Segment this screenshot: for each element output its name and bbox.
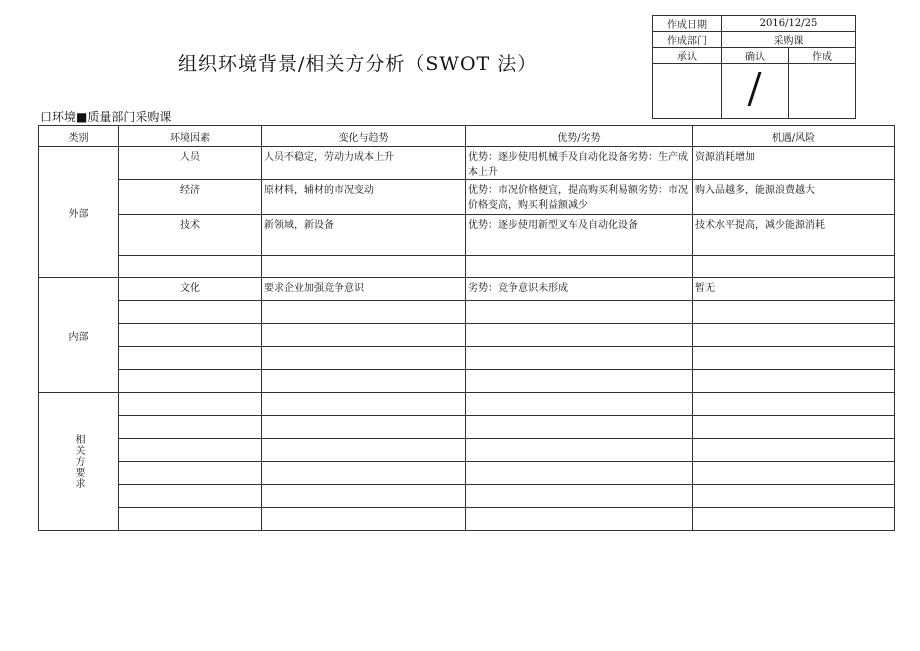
stakeholder-label: 相关方要求 [73, 434, 84, 489]
risk-cell: 技术水平提高，减少能源消耗 [693, 215, 895, 256]
table-row [39, 439, 895, 462]
swot-cell: 优势：市况价格便宜，提高购买利易额劣势：市况价格变高，购买利益额减少 [466, 180, 693, 215]
trend-cell: 原材料，辅材的市况变动 [262, 180, 466, 215]
dept-label: 作成部门 [653, 32, 722, 48]
risk-cell: 暂无 [693, 278, 895, 301]
header-swot: 优势/劣势 [466, 126, 693, 147]
table-row [39, 180, 895, 215]
scope-line: 口环境■质量部门采购课 [40, 110, 172, 124]
approve-label: 承认 [653, 48, 722, 64]
category-external: 外部 [39, 147, 119, 278]
swot-cell: 优势：逐步使用机械手及自动化设备劣势：生产成本上升 [466, 147, 693, 180]
table-row [39, 485, 895, 508]
approval-table [652, 15, 856, 119]
table-row [39, 324, 895, 347]
table-row [39, 256, 895, 278]
swot-table [38, 125, 895, 531]
factor-cell: 文化 [119, 278, 262, 301]
trend-cell: 要求企业加强竞争意识 [262, 278, 466, 301]
approve-signature [653, 64, 722, 119]
risk-cell: 资源消耗增加 [693, 147, 895, 180]
header-trend: 变化与趋势 [262, 126, 466, 147]
trend-cell: 人员不稳定，劳动力成本上升 [262, 147, 466, 180]
create-label: 作成 [789, 48, 856, 64]
create-signature [789, 64, 856, 119]
dept-value: 采购课 [722, 32, 856, 48]
table-row [39, 278, 895, 301]
table-row [39, 147, 895, 180]
table-row [39, 215, 895, 256]
table-row [39, 370, 895, 393]
table-row [39, 508, 895, 531]
header-category: 类别 [39, 126, 119, 147]
signature-stroke [747, 72, 761, 106]
table-row [39, 416, 895, 439]
category-stakeholder [39, 393, 119, 531]
confirm-label: 确认 [722, 48, 789, 64]
category-internal: 内部 [39, 278, 119, 393]
swot-cell: 优势：逐步使用新型叉车及自动化设备 [466, 215, 693, 256]
confirm-signature [722, 64, 789, 119]
header-risk: 机遇/风险 [693, 126, 895, 147]
date-label: 作成日期 [653, 16, 722, 32]
factor-cell: 经济 [119, 180, 262, 215]
header-factor: 环境因素 [119, 126, 262, 147]
date-value: 2016/12/25 [722, 16, 856, 32]
risk-cell: 购入品越多，能源浪费越大 [693, 180, 895, 215]
document-title: 组织环境背景/相关方分析（SWOT 法） [178, 53, 538, 75]
factor-cell: 技术 [119, 215, 262, 256]
table-row [39, 393, 895, 416]
trend-cell: 新领域，新设备 [262, 215, 466, 256]
table-row [39, 462, 895, 485]
swot-cell: 劣势：竞争意识未形成 [466, 278, 693, 301]
table-row [39, 347, 895, 370]
table-row [39, 301, 895, 324]
factor-cell: 人员 [119, 147, 262, 180]
